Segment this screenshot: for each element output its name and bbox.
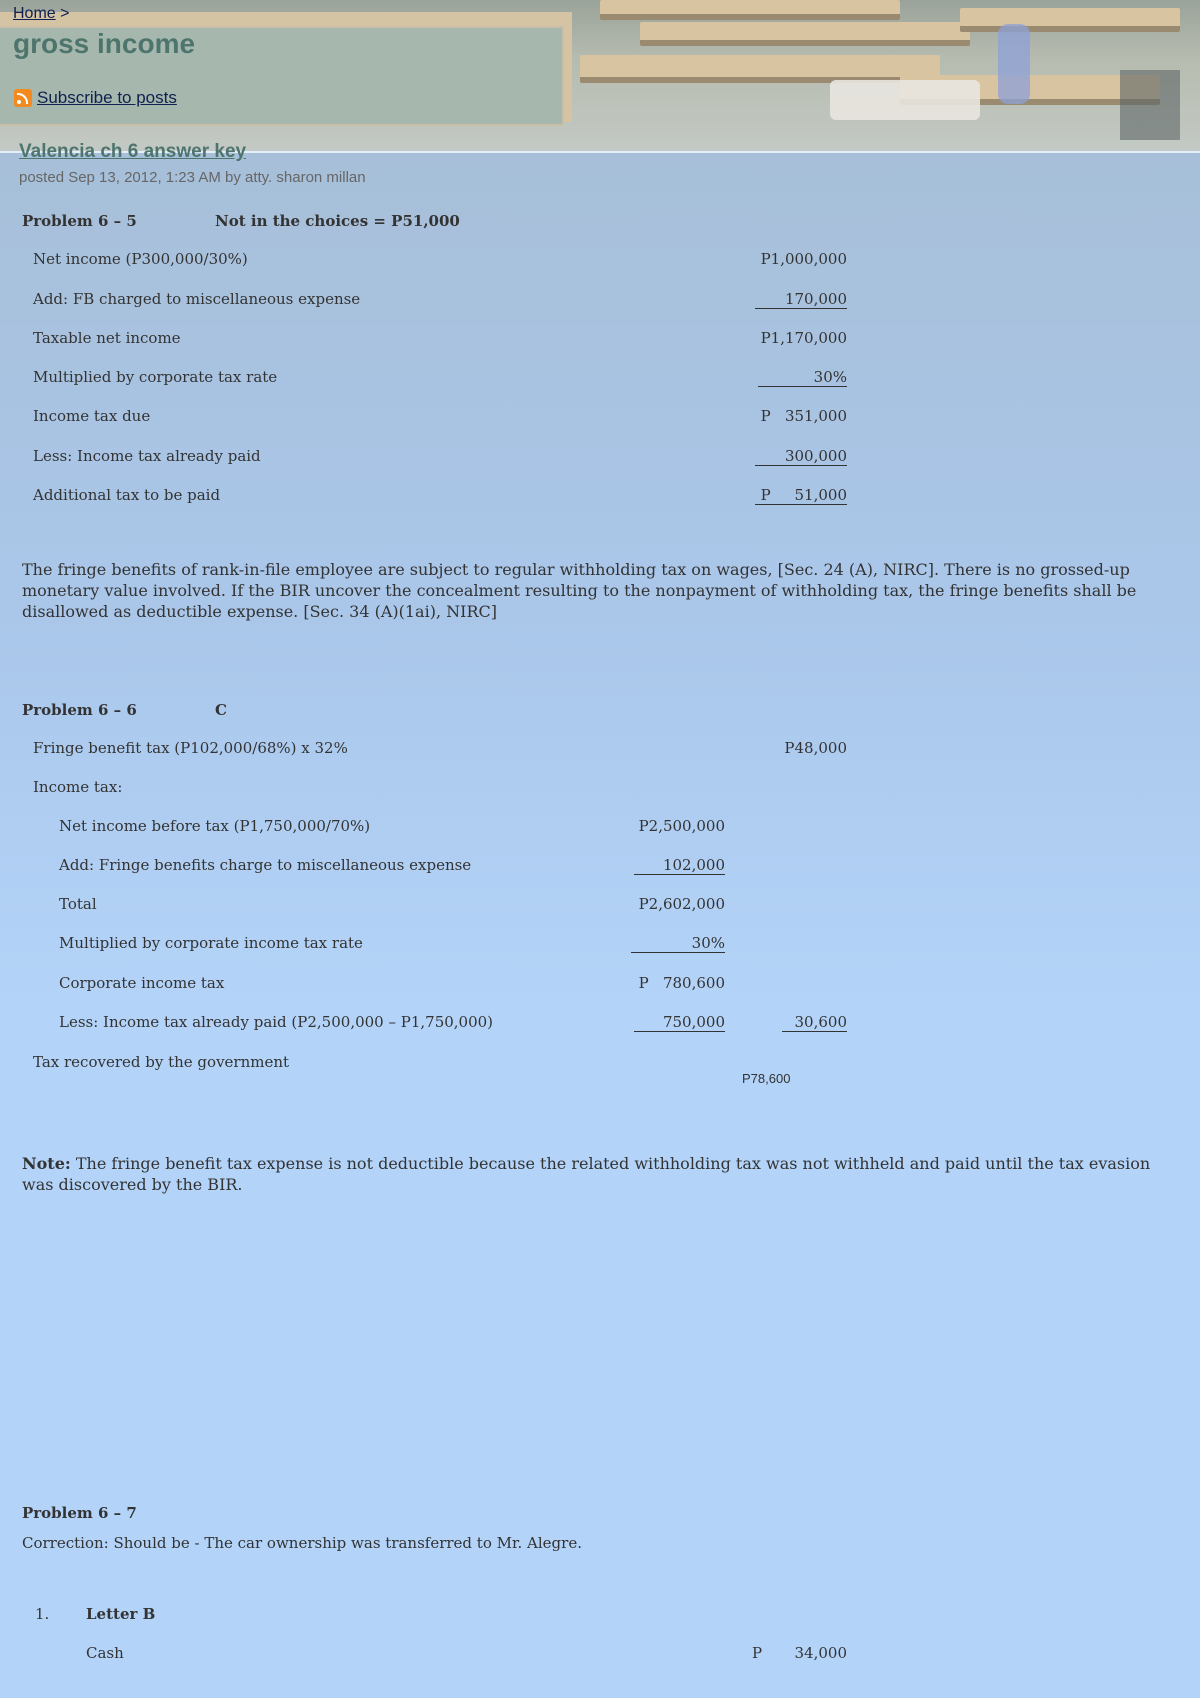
banner-photo-desk xyxy=(960,8,1180,32)
row-value: 300,000 xyxy=(755,447,847,466)
cash-value: 34,000 xyxy=(794,1644,847,1662)
row-label: Corporate income tax xyxy=(59,974,225,992)
row-label: Additional tax to be paid xyxy=(33,486,221,504)
note-paragraph xyxy=(22,1153,1182,1195)
row-label: Less: Income tax already paid (P2,500,000 – P1,750,000) xyxy=(59,1013,494,1031)
fbt-label: Fringe benefit tax (P102,000/68%) x 32% xyxy=(33,739,348,757)
row-label: Multiplied by corporate tax rate xyxy=(33,368,278,386)
post-content xyxy=(0,141,1200,1698)
row-value: P 351,000 xyxy=(760,407,847,425)
row-value: P 780,600 xyxy=(638,974,725,992)
problem-6-5-explanation: The fringe benefits of rank-in-file employee are subject to regular withholding tax on wages, [Sec. 24 (A), NIRC]. There is no grossed-up monetary value involved. If the BIR uncover the concealment resulting to the nonpayment of withholding tax, the fringe benefits shall be disallowed as deductible expense. [Sec. 34 (A)(1ai), NIRC] xyxy=(22,560,1137,621)
row-value: 750,000 xyxy=(634,1013,725,1032)
banner-photo-chair xyxy=(1120,70,1180,140)
cash-label: Cash xyxy=(86,1644,124,1662)
banner-photo-bottle xyxy=(998,24,1030,104)
banner-photo-paper xyxy=(830,80,980,120)
breadcrumb xyxy=(13,5,69,23)
subscribe-link[interactable]: Subscribe to posts xyxy=(37,88,177,107)
banner-photo-desk xyxy=(640,22,970,46)
note-text: The fringe benefit tax expense is not deductible because the related withholding tax was not withheld and paid until the tax evasion was discovered by the BIR. xyxy=(22,1154,1151,1194)
list-item-number: 1. xyxy=(35,1605,50,1623)
problem-6-7-correction: Correction: Should be - The car ownership was transferred to Mr. Alegre. xyxy=(22,1534,582,1552)
problem-6-6-heading: Problem 6 – 6 xyxy=(22,701,137,719)
row-value: P 51,000 xyxy=(755,486,847,505)
problem-6-7-heading: Problem 6 – 7 xyxy=(22,1504,137,1522)
row-value: 102,000 xyxy=(634,856,725,875)
income-tax-label: Income tax: xyxy=(33,778,123,796)
post-meta: posted Sep 13, 2012, 1:23 AM by atty. sharon millan xyxy=(19,169,366,186)
row-label: Net income before tax (P1,750,000/70%) xyxy=(59,817,371,835)
recovered-value: P78,600 xyxy=(742,1071,791,1086)
recovered-label: Tax recovered by the government xyxy=(33,1053,290,1071)
row-label: Taxable net income xyxy=(33,329,181,347)
page-title: gross income xyxy=(13,28,196,59)
row-value: 30% xyxy=(758,368,847,387)
row-label: Multiplied by corporate income tax rate xyxy=(59,934,363,952)
problem-6-6-answer: C xyxy=(215,701,227,719)
row-value-secondary: 30,600 xyxy=(782,1013,847,1032)
row-label: Add: FB charged to miscellaneous expense xyxy=(33,290,361,308)
row-value: P1,170,000 xyxy=(760,329,847,347)
fbt-value: P48,000 xyxy=(784,739,847,757)
row-value: 170,000 xyxy=(755,290,847,309)
problem-6-5-answer: Not in the choices = P51,000 xyxy=(215,212,460,230)
header-banner xyxy=(0,0,1200,152)
breadcrumb-separator: > xyxy=(60,5,70,22)
problem-6-5-heading: Problem 6 – 5 xyxy=(22,212,137,230)
row-label: Less: Income tax already paid xyxy=(33,447,261,465)
row-value: P2,500,000 xyxy=(638,817,725,835)
banner-photo-desk xyxy=(600,0,900,20)
row-label: Total xyxy=(59,895,97,913)
banner-photo-desk xyxy=(580,55,940,83)
list-item-answer: Letter B xyxy=(86,1605,156,1623)
post-title-link[interactable]: Valencia ch 6 answer key xyxy=(19,141,247,162)
row-label: Add: Fringe benefits charge to miscellaneous expense xyxy=(59,856,472,874)
row-label: Income tax due xyxy=(33,407,151,425)
note-label: Note: xyxy=(22,1154,71,1173)
rss-icon[interactable] xyxy=(14,89,32,107)
row-label: Net income (P300,000/30%) xyxy=(33,250,248,268)
subscribe-row xyxy=(14,88,177,108)
row-value: 30% xyxy=(631,934,725,953)
row-value: P2,602,000 xyxy=(638,895,725,913)
cash-currency: P xyxy=(752,1644,763,1662)
row-value: P1,000,000 xyxy=(760,250,847,268)
breadcrumb-home-link[interactable]: Home xyxy=(13,5,56,22)
